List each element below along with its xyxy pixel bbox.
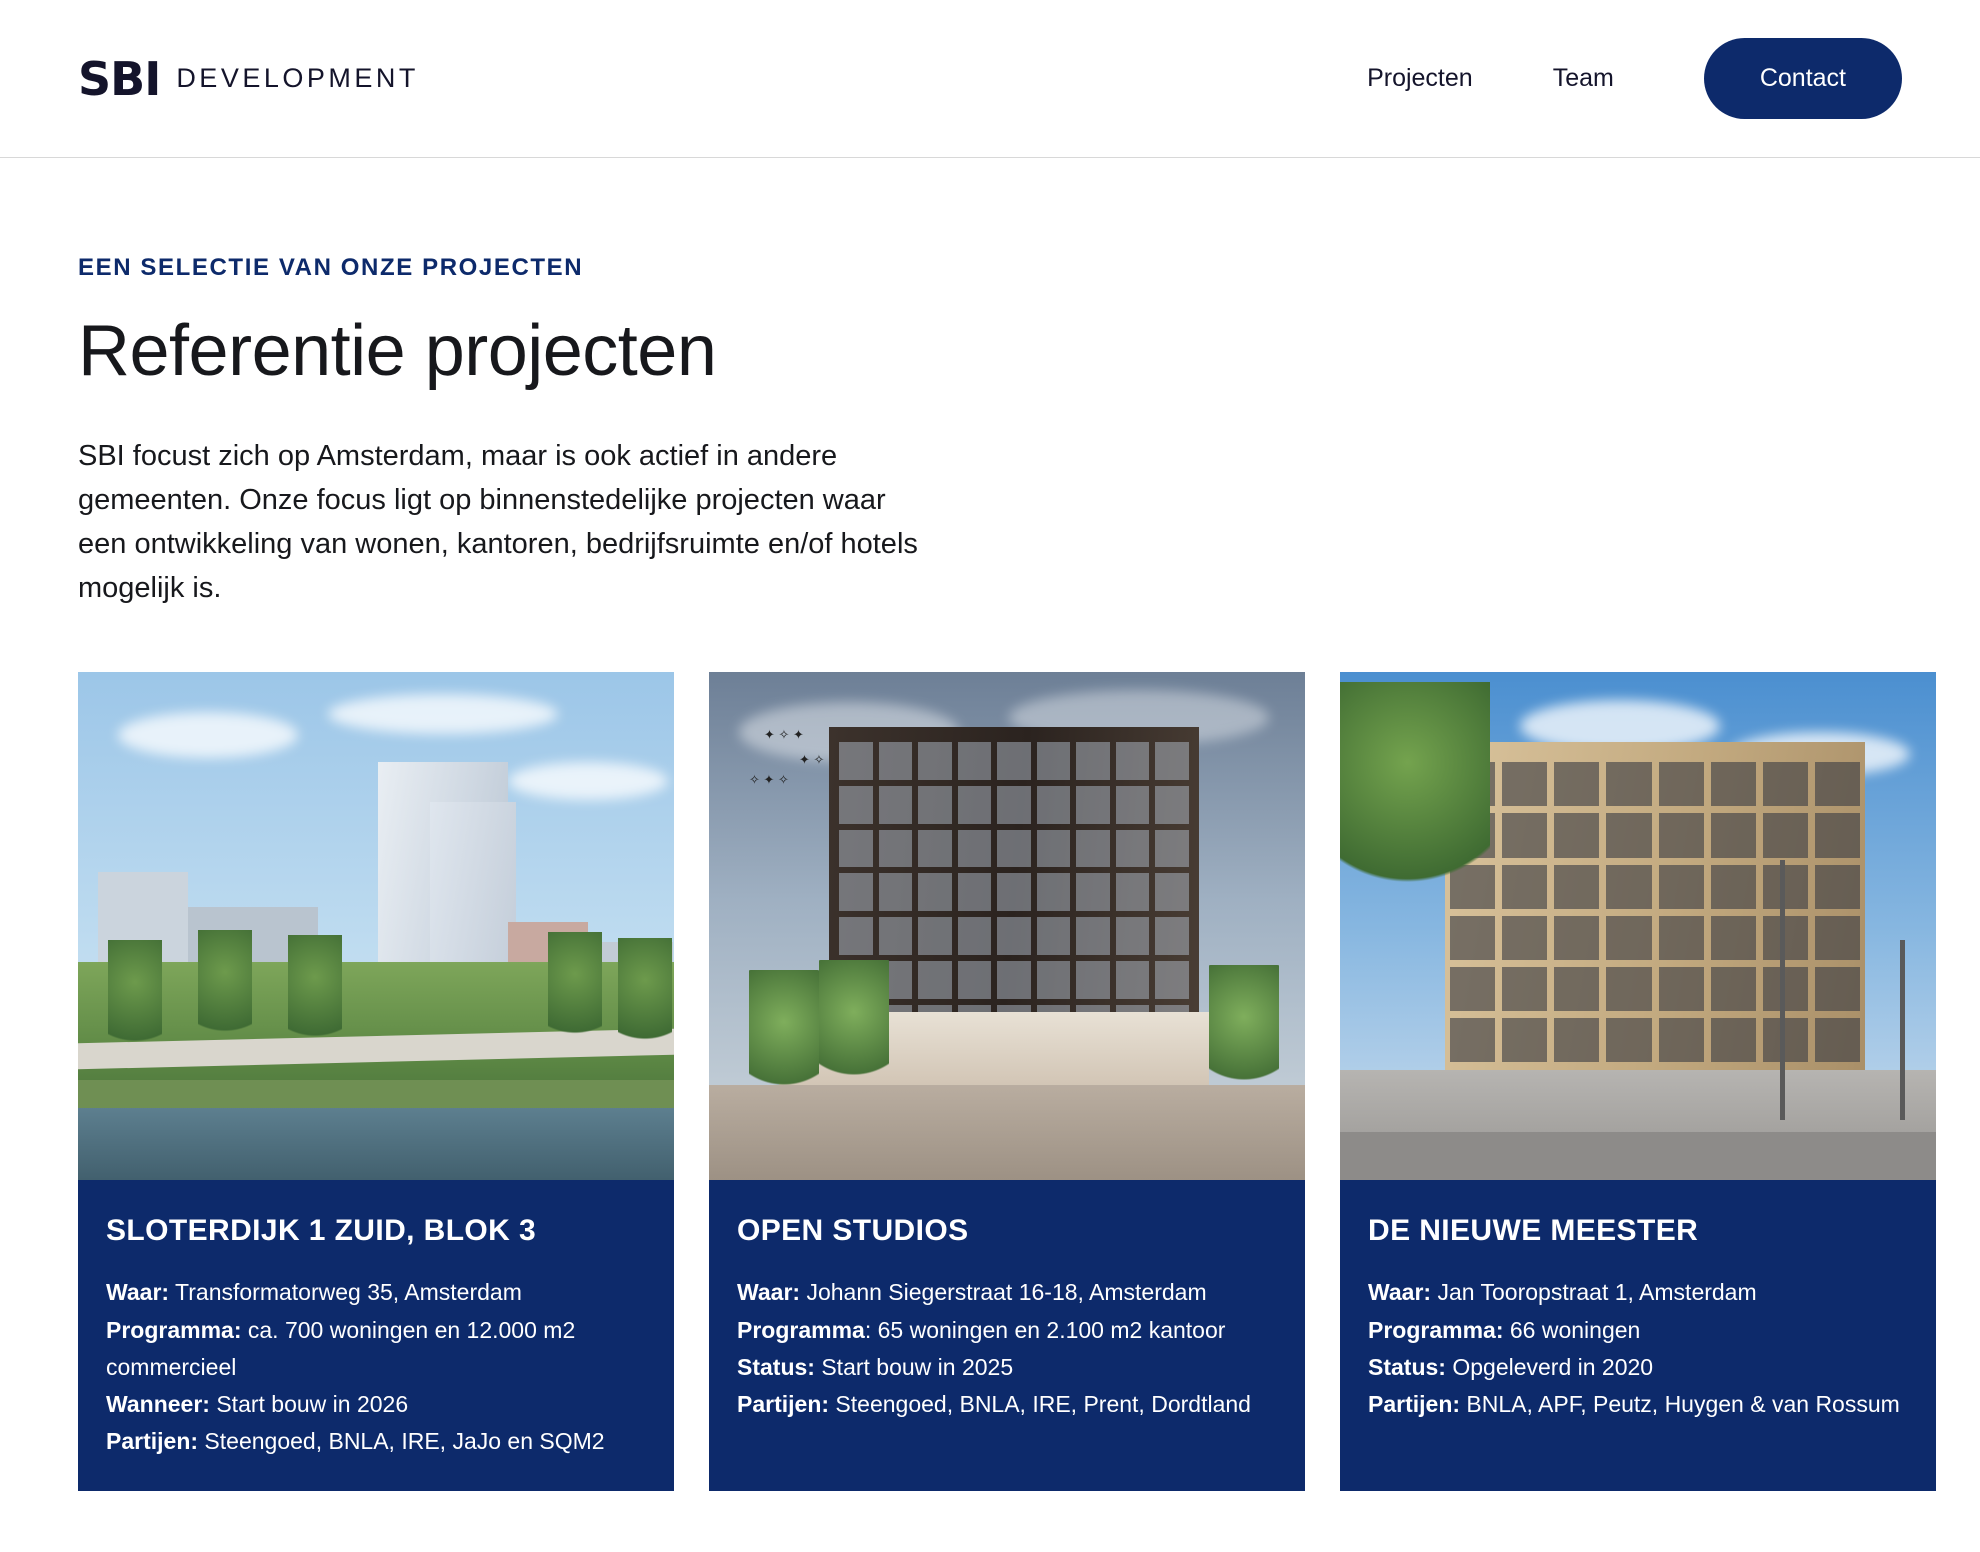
- section-eyebrow: EEN SELECTIE VAN ONZE PROJECTEN: [78, 254, 584, 281]
- project-partijen: [737, 1386, 1277, 1423]
- project-title: SLOTERDIJK 1 ZUID, BLOK 3: [106, 1214, 537, 1248]
- project-waar: [737, 1274, 1277, 1311]
- main-navigation: [1327, 38, 1902, 119]
- value-status: Start bouw in 2025: [821, 1353, 1014, 1380]
- logo-wordmark: DEVELOPMENT: [176, 63, 419, 93]
- project-wanneer: [106, 1386, 646, 1423]
- project-waar: [106, 1274, 646, 1311]
- project-status: [737, 1349, 1277, 1386]
- label-waar: Waar:: [1368, 1279, 1432, 1306]
- value-programma: ca. 700 woningen en 12.000 m2 commercieel: [106, 1316, 576, 1380]
- label-waar: Waar:: [106, 1279, 170, 1306]
- project-title: DE NIEUWE MEESTER: [1368, 1214, 1699, 1248]
- label-status: Status:: [1368, 1353, 1446, 1380]
- project-card-body: [1340, 1180, 1936, 1453]
- intro-paragraph: SBI focust zich op Amsterdam, maar is ook actief in andere gemeenten. Onze focus ligt op binnenstedelijke projecten waar een ontwikkeling van wonen, kantoren, bedrijfsruimte en/of hotels mogelijk is.: [78, 440, 918, 605]
- project-status: [1368, 1349, 1908, 1386]
- nav-link-projecten[interactable]: Projecten: [1367, 64, 1473, 92]
- value-wanneer: Start bouw in 2026: [216, 1391, 409, 1418]
- page-content: [0, 254, 1980, 1491]
- value-partijen: Steengoed, BNLA, IRE, Prent, Dordtland: [835, 1391, 1251, 1418]
- project-programma: Programma: 65 woningen en 2.100 m2 kantoor: [737, 1316, 1226, 1343]
- project-card-body: [78, 1180, 674, 1490]
- logo-mark: SBI: [78, 51, 161, 106]
- label-partijen: Partijen:: [1368, 1391, 1461, 1418]
- project-card[interactable]: [1340, 672, 1936, 1490]
- label-partijen: Partijen:: [737, 1391, 830, 1418]
- label-wanneer: Wanneer:: [106, 1391, 210, 1418]
- page-title: Referentie projecten: [78, 311, 717, 391]
- project-image-de-nieuwe-meester: [1340, 672, 1936, 1180]
- label-waar: Waar:: [737, 1279, 801, 1306]
- project-programma: [1368, 1312, 1908, 1349]
- project-programma: [106, 1312, 646, 1387]
- project-image-open-studios: ✦ ✧ ✦ ✦ ✧ ✧ ✦ ✧: [709, 672, 1305, 1180]
- value-waar: Jan Tooropstraat 1, Amsterdam: [1437, 1279, 1757, 1306]
- project-card[interactable]: [78, 672, 674, 1490]
- project-card-body: [709, 1180, 1305, 1453]
- project-title: OPEN STUDIOS: [737, 1214, 969, 1248]
- contact-button[interactable]: Contact: [1704, 38, 1902, 119]
- project-partijen: [106, 1423, 646, 1460]
- project-waar: [1368, 1274, 1908, 1311]
- value-partijen: BNLA, APF, Peutz, Huygen & van Rossum: [1466, 1391, 1900, 1418]
- label-programma: Programma:: [106, 1316, 242, 1343]
- value-programma: 65 woningen en 2.100 m2 kantoor: [877, 1316, 1226, 1343]
- label-status: Status:: [737, 1353, 815, 1380]
- project-card-list: [78, 672, 1902, 1490]
- label-programma: Programma:: [1368, 1316, 1504, 1343]
- value-partijen: Steengoed, BNLA, IRE, JaJo en SQM2: [204, 1428, 605, 1455]
- project-partijen: [1368, 1386, 1908, 1423]
- value-waar: Johann Siegerstraat 16-18, Amsterdam: [806, 1279, 1207, 1306]
- label-partijen: Partijen:: [106, 1428, 199, 1455]
- value-waar: Transformatorweg 35, Amsterdam: [175, 1279, 522, 1306]
- project-card[interactable]: [709, 672, 1305, 1490]
- value-status: Opgeleverd in 2020: [1452, 1353, 1654, 1380]
- project-image-sloterdijk: [78, 672, 674, 1180]
- site-header: [0, 0, 1980, 158]
- nav-link-team[interactable]: Team: [1552, 64, 1614, 92]
- logo[interactable]: [78, 52, 419, 106]
- value-programma: 66 woningen: [1509, 1316, 1641, 1343]
- label-programma: Programma: [737, 1316, 865, 1343]
